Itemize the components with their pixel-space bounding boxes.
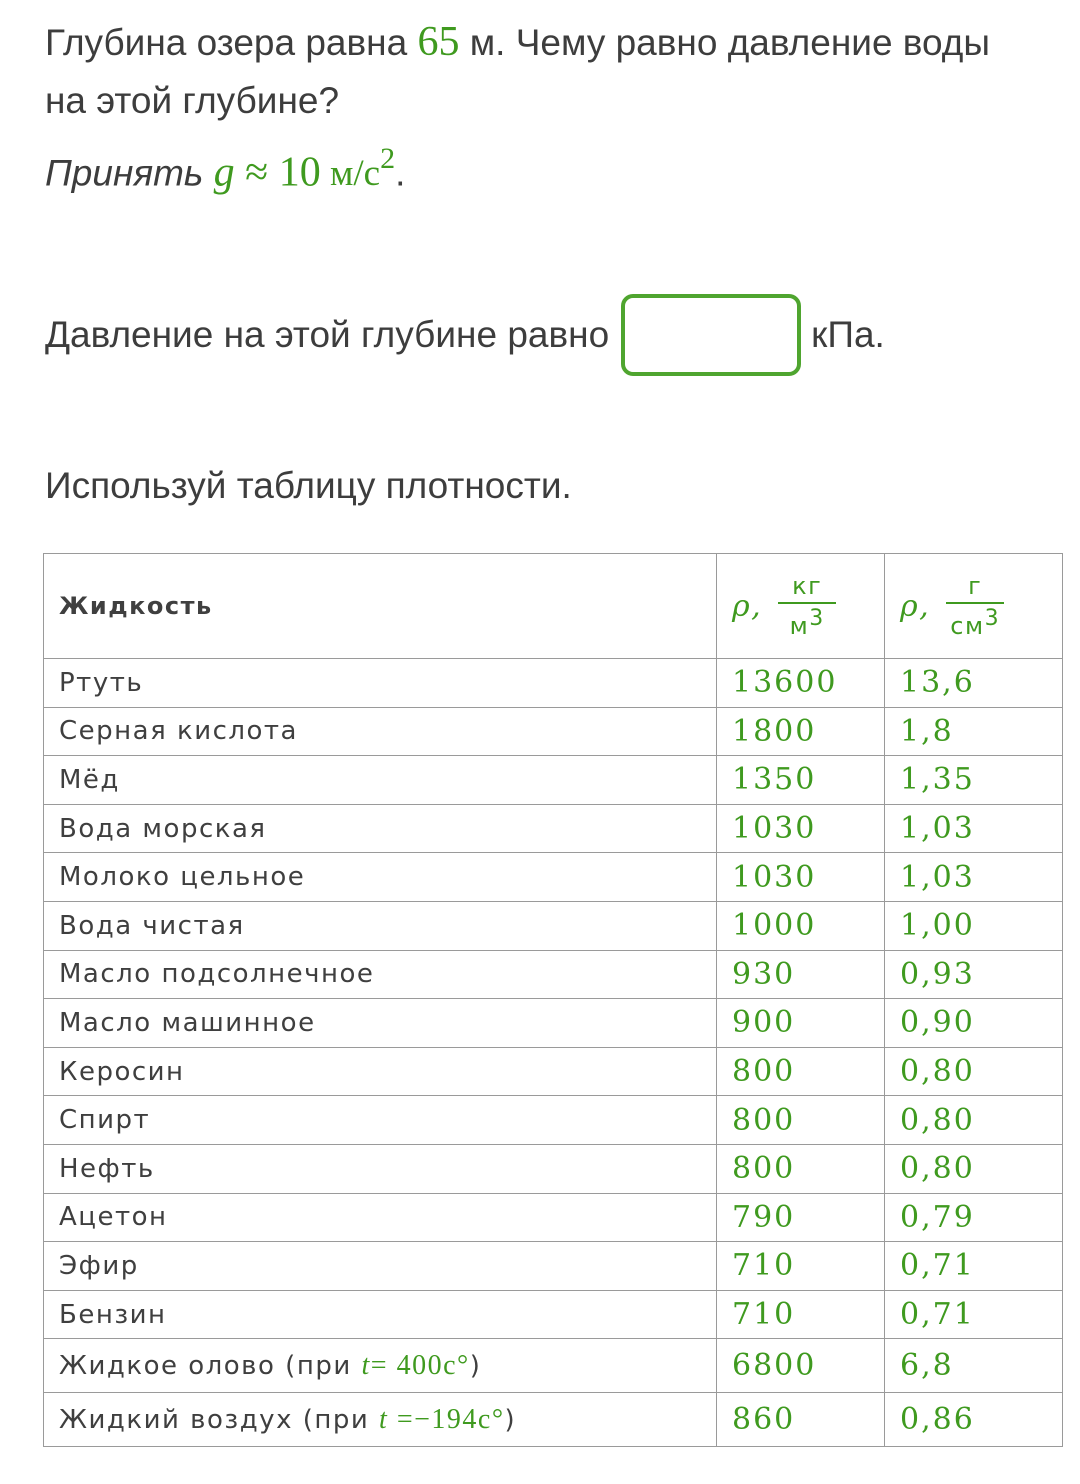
depth-value: 65 (417, 19, 460, 65)
density-kg-m3: 860 (717, 1393, 885, 1447)
density-kg-m3: 1000 (717, 901, 885, 950)
rho-symbol: ρ, (900, 588, 931, 624)
density-kg-m3: 1030 (717, 804, 885, 853)
condition-value: =−194c° (388, 1403, 505, 1435)
unit-den-exponent: 3 (984, 606, 1001, 631)
gravity-prefix: Принять (45, 152, 214, 194)
density-g-cm3: 0,79 (885, 1193, 1063, 1242)
gravity-unit-text: м/с (320, 153, 381, 195)
density-g-cm3: 1,03 (885, 804, 1063, 853)
density-g-cm3: 0,80 (885, 1047, 1063, 1096)
density-g-cm3: 0,71 (885, 1290, 1063, 1339)
table-hint: Используй таблицу плотности. (45, 465, 572, 506)
liquid-name: Масло машинное (44, 999, 717, 1048)
liquid-name-suffix: ) (504, 1404, 517, 1435)
density-table (43, 553, 1063, 1447)
header-density-kg-m3 (717, 554, 885, 659)
condition-variable: t (361, 1349, 371, 1381)
table-row (44, 707, 1063, 756)
table-row (44, 1144, 1063, 1193)
liquid-name: Серная кислота (44, 707, 717, 756)
gravity-unit (320, 142, 396, 195)
unit-fraction-g-cm3 (946, 572, 1004, 640)
table-row (44, 1339, 1063, 1393)
liquid-name: Бензин (44, 1290, 717, 1339)
liquid-name-text: Жидкий воздух (при (59, 1404, 380, 1435)
approx-sign: ≈ (234, 149, 279, 196)
unit-fraction-kg-m3 (778, 572, 836, 640)
density-kg-m3: 900 (717, 999, 885, 1048)
liquid-name: Ртуть (44, 659, 717, 708)
liquid-name: Эфир (44, 1242, 717, 1291)
density-g-cm3: 1,8 (885, 707, 1063, 756)
answer-unit: кПа. (811, 314, 885, 355)
density-g-cm3: 0,80 (885, 1096, 1063, 1145)
density-g-cm3: 0,90 (885, 999, 1063, 1048)
table-row (44, 756, 1063, 805)
density-kg-m3: 13600 (717, 659, 885, 708)
unit-den-exponent: 3 (809, 606, 825, 631)
table-row (44, 1047, 1063, 1096)
table-row (44, 659, 1063, 708)
question-line-2: на этой глубине? (45, 80, 340, 121)
table-row (44, 804, 1063, 853)
gravity-value: 10 (278, 149, 321, 196)
gravity-symbol: g (213, 149, 235, 196)
header-liquid: Жидкость (44, 554, 717, 659)
liquid-name: Керосин (44, 1047, 717, 1096)
unit-numerator: кг (778, 572, 836, 604)
condition-value: = 400c° (370, 1349, 470, 1381)
table-row (44, 1242, 1063, 1291)
gravity-suffix: . (395, 152, 406, 194)
liquid-name: Спирт (44, 1096, 717, 1145)
density-kg-m3: 800 (717, 1144, 885, 1193)
table-row (44, 853, 1063, 902)
density-kg-m3: 800 (717, 1047, 885, 1096)
density-kg-m3: 1030 (717, 853, 885, 902)
liquid-name-suffix: ) (469, 1350, 482, 1381)
table-row (44, 999, 1063, 1048)
gravity-note (45, 142, 406, 196)
header-density-g-cm3 (885, 554, 1063, 659)
liquid-name: Ацетон (44, 1193, 717, 1242)
table-row (44, 901, 1063, 950)
density-g-cm3: 0,86 (885, 1393, 1063, 1447)
answer-prefix: Давление на этой глубине равно (45, 314, 610, 355)
table-row (44, 1393, 1063, 1447)
liquid-name: Вода чистая (44, 901, 717, 950)
density-kg-m3: 930 (717, 950, 885, 999)
liquid-name (44, 1339, 717, 1393)
answer-row (45, 290, 885, 380)
table-row (44, 1193, 1063, 1242)
density-g-cm3: 13,6 (885, 659, 1063, 708)
density-g-cm3: 0,80 (885, 1144, 1063, 1193)
density-kg-m3: 790 (717, 1193, 885, 1242)
density-kg-m3: 800 (717, 1096, 885, 1145)
liquid-name (44, 1393, 717, 1447)
answer-input[interactable] (621, 294, 801, 376)
table-row (44, 1096, 1063, 1145)
density-kg-m3: 710 (717, 1242, 885, 1291)
unit-den-text: м (789, 612, 810, 640)
density-g-cm3: 0,93 (885, 950, 1063, 999)
liquid-name: Нефть (44, 1144, 717, 1193)
gravity-unit-exponent: 2 (380, 142, 396, 175)
unit-numerator: г (946, 572, 1004, 604)
density-kg-m3: 6800 (717, 1339, 885, 1393)
density-kg-m3: 1350 (717, 756, 885, 805)
liquid-name: Масло подсолнечное (44, 950, 717, 999)
unit-den-text: см (950, 612, 985, 640)
liquid-name: Молоко цельное (44, 853, 717, 902)
density-g-cm3: 1,35 (885, 756, 1063, 805)
question-text-b: м. Чему равно давление воды (459, 22, 990, 63)
density-g-cm3: 1,03 (885, 853, 1063, 902)
density-kg-m3: 1800 (717, 707, 885, 756)
question-text-a: Глубина озера равна (45, 22, 418, 63)
density-kg-m3: 710 (717, 1290, 885, 1339)
table-row (44, 1290, 1063, 1339)
density-g-cm3: 1,00 (885, 901, 1063, 950)
density-g-cm3: 6,8 (885, 1339, 1063, 1393)
condition-variable: t (379, 1403, 389, 1435)
density-g-cm3: 0,71 (885, 1242, 1063, 1291)
liquid-name: Вода морская (44, 804, 717, 853)
liquid-name: Мёд (44, 756, 717, 805)
unit-denominator (790, 604, 825, 640)
liquid-name-text: Жидкое олово (при (59, 1350, 362, 1381)
table-header-row (44, 554, 1063, 659)
question-line-1 (45, 18, 990, 66)
rho-symbol: ρ, (732, 588, 763, 624)
unit-denominator (950, 604, 1000, 640)
table-row (44, 950, 1063, 999)
